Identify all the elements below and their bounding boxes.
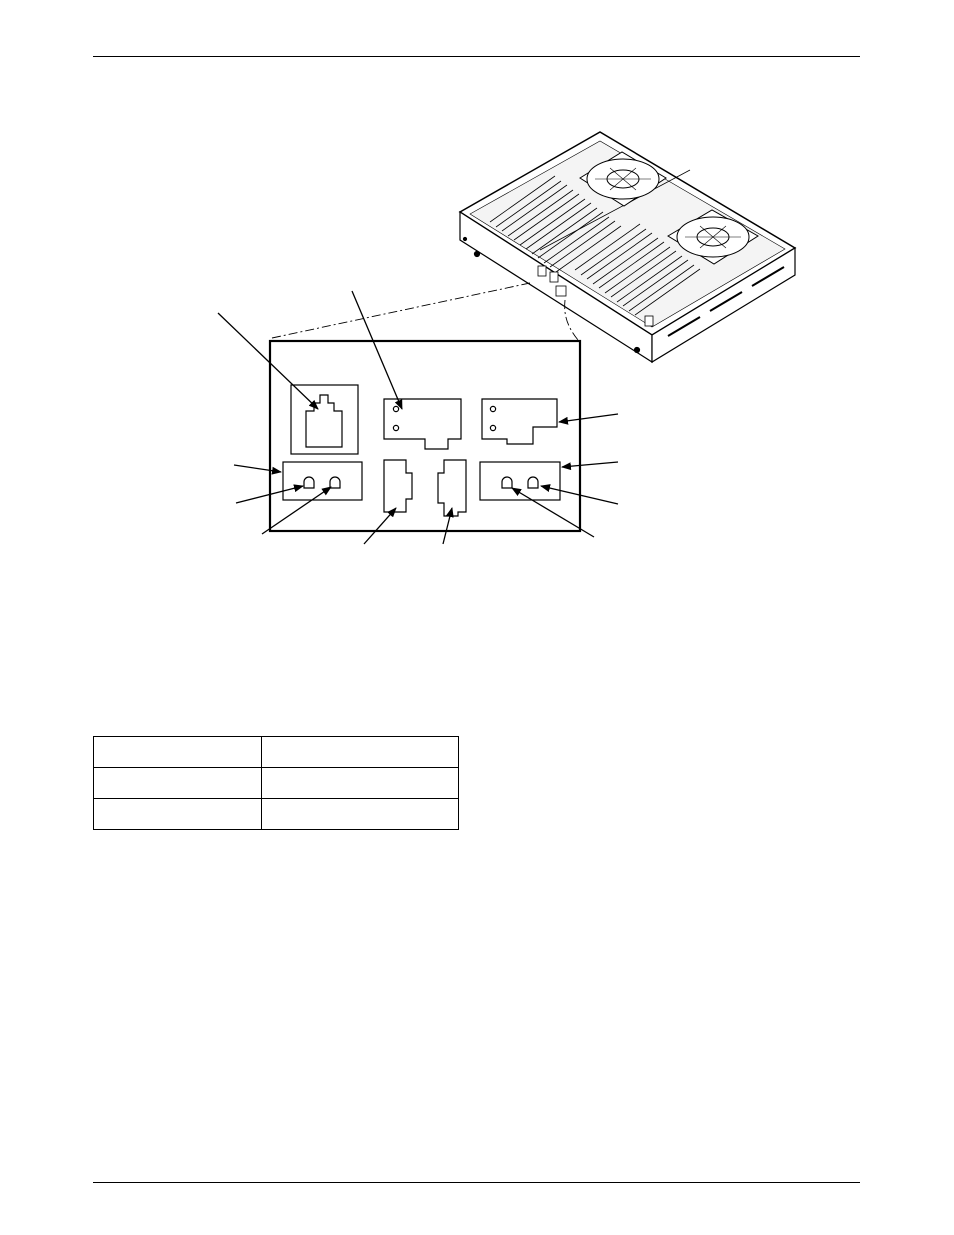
table-row (94, 768, 459, 799)
table-cell (94, 799, 262, 830)
led-block-left (283, 462, 362, 500)
table-cell (94, 737, 262, 768)
table-cell (262, 799, 459, 830)
table-row (94, 799, 459, 830)
chassis-illustration (460, 132, 795, 362)
table-row (94, 737, 459, 768)
table-cell (94, 768, 262, 799)
table-cell (262, 737, 459, 768)
phone-jack-icon (291, 385, 358, 454)
led-block-right (480, 462, 560, 500)
data-table (93, 736, 459, 830)
table-cell (262, 768, 459, 799)
connector-panel (270, 341, 580, 531)
detail-leader-lines (272, 283, 578, 340)
